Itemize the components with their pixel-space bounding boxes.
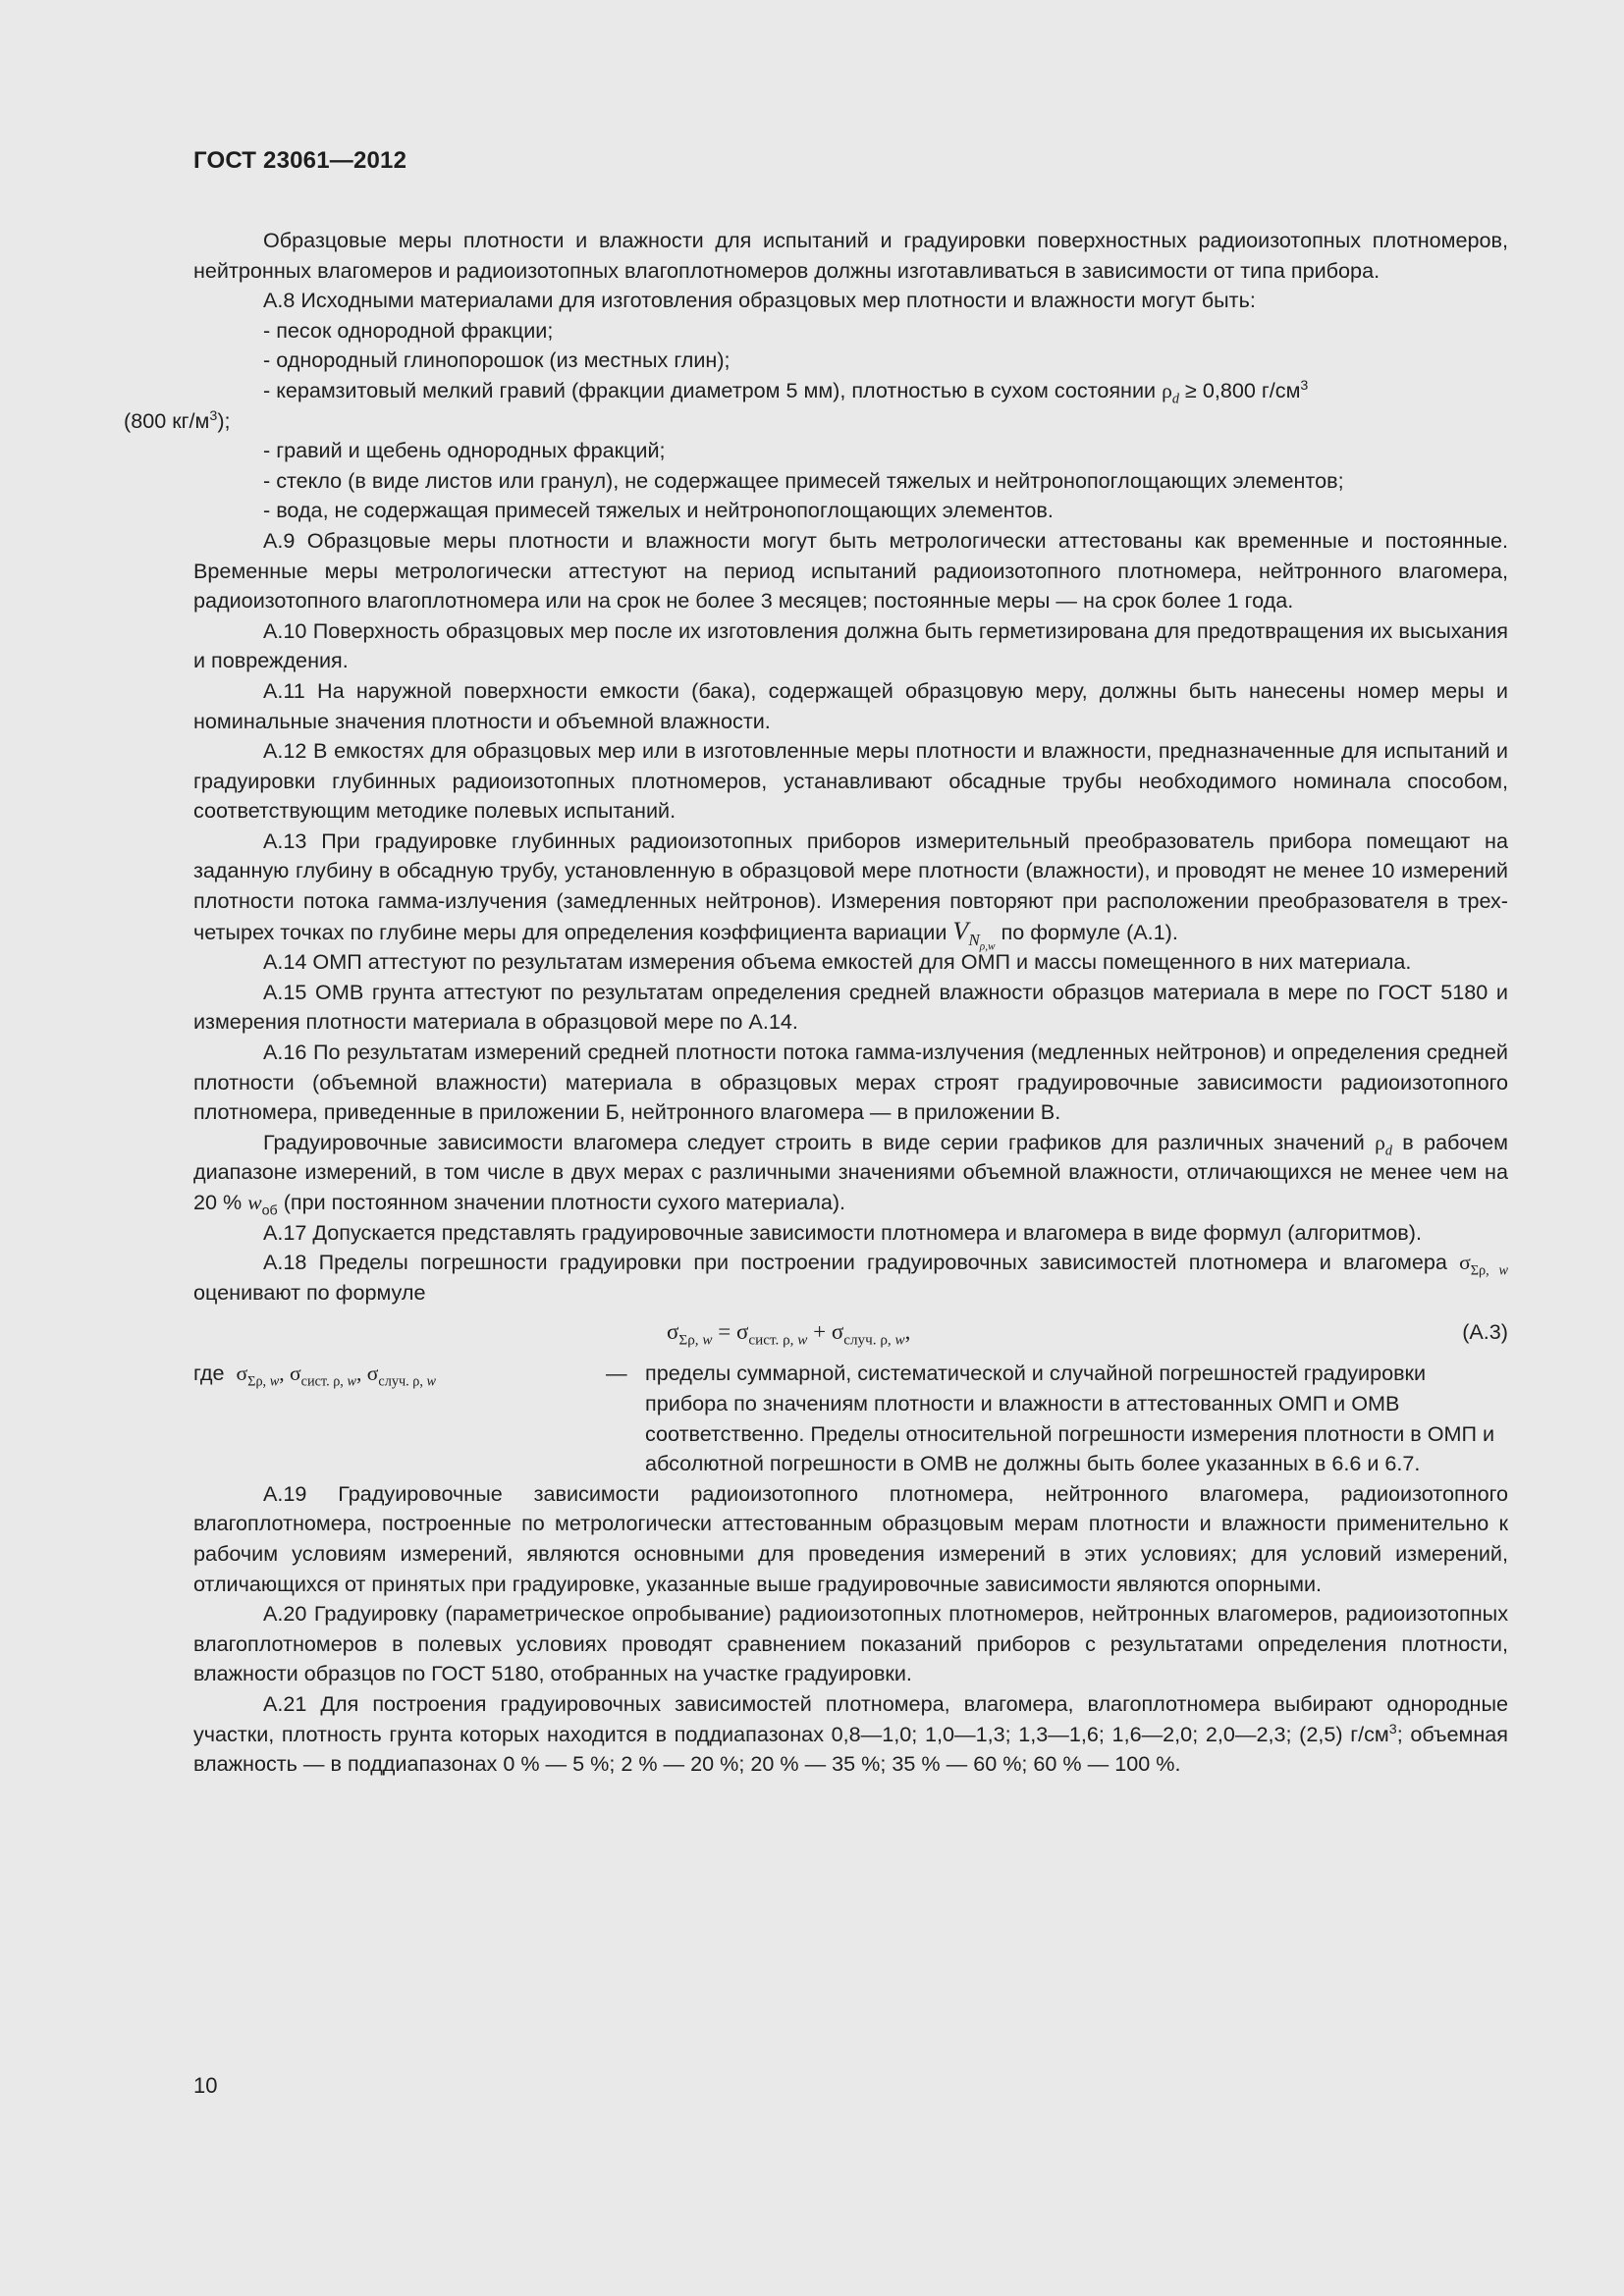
where-description: пределы суммарной, систематической и случайной погрешностей градуировки прибора по значениям плотности и влажности в аттестованных ОМП и ОМВ соответственно. Пределы относительной погрешности измерения плотности в ОМП и абсолютной погрешности в ОМВ не должны быть более указанных в 6.6 и 6.7.	[645, 1361, 1495, 1476]
formula-a3	[193, 1308, 1508, 1351]
paragraph-a16: А.16 По результатам измерений средней плотности потока гамма-излучения (медленных нейтронов) и определения средней плотности (объемной влажности) материала в образцовых мерах строят градуировочные зависимости радиоизотопного плотномера, приведенные в приложении Б, нейтронного влагомера — в приложении В.	[193, 1040, 1508, 1125]
document-header: ГОСТ 23061—2012	[193, 147, 407, 174]
where-clause	[193, 1359, 1508, 1478]
list-item: - вода, не содержащая примесей тяжелых и нейтронопоглощающих элементов.	[263, 498, 1054, 523]
where-dash: —	[606, 1361, 627, 1386]
paragraph-a20: А.20 Градуировку (параметрическое опробывание) радиоизотопных плотномеров, нейтронных влагомеров, радиоизотопных влагоплотномеров в полевых условиях проводят сравнением показаний приборов с результатами определения плотности, влажности образцов по ГОСТ 5180, отобранных на участке градуировки.	[193, 1601, 1508, 1686]
list-item: - песок однородной фракции;	[263, 317, 554, 343]
paragraph-a17: А.17 Допускается представлять градуировочные зависимости плотномера и влагомера в виде формул (алгоритмов).	[263, 1219, 1422, 1245]
paragraph-a9: А.9 Образцовые меры плотности и влажности могут быть метрологически аттестованы как временные и постоянные. Временные меры метрологически аттестуют на период испытаний радиоизотопного плотномера, нейтронного влагомера, радиоизотопного влагоплотномера или на срок не более 3 месяцев; постоянные меры — на срок более 1 года.	[193, 527, 1508, 614]
list-item: - гравий и щебень однородных фракций;	[263, 438, 666, 463]
variation-coefficient-symbol: $V_{N_{\rho,w}}$	[952, 916, 996, 953]
paragraph-a8: А.8 Исходными материалами для изготовления образцовых мер плотности и влажности могут быть:	[263, 288, 1256, 313]
list-item: - стекло (в виде листов или гранул), не содержащее примесей тяжелых и нейтронопоглощающих элементов;	[263, 467, 1344, 493]
formula-expression: $\sigma_{\Sigma\rho, w} = \sigma_{сист. \rho, w} + \sigma_{случ. \rho, w}$,	[667, 1319, 911, 1349]
page-number: 10	[193, 2073, 218, 2098]
paragraph-intro: Образцовые меры плотности и влажности для испытаний и градуировки поверхностных радиоизотопных плотномеров, нейтронных влагомеров и радиоизотопных влагоплотномеров должны изготавливаться в зависимости от типа прибора.	[193, 228, 1508, 283]
paragraph-a19: А.19 Градуировочные зависимости радиоизотопного плотномера, нейтронного влагомера, радиоизотопного влагоплотномера, построенные по метрологически аттестованным образцовым мерам плотности и влажности применительно к рабочим условиям измерений, являются основными для проведения измерений в этих условиях; для условий измерений, отличающихся от принятых при градуировке, указанные выше градуировочные зависимости являются опорными.	[193, 1480, 1508, 1596]
paragraph-a13: А.13 При градуировке глубинных радиоизотопных приборов измерительный преобразователь прибора помещают на заданную глубину в обсадную трубу, установленную в образцовой мере плотности (влажности), и проводят не менее 10 измерений плотности потока гамма-излучения (замедленных нейтронов). Измерения повторяют при расположении преобразователя в трех-четырех точках по глубине меры для определения коэффициента вариации $V_{N_{\rho,w}}$ по формуле (А.1).	[193, 828, 1508, 953]
paragraph-a15: А.15 ОМВ грунта аттестуют по результатам определения средней влажности образцов материала в мере по ГОСТ 5180 и измерения плотности материала в образцовой мере по А.14.	[193, 979, 1508, 1035]
paragraph-a21: А.21 Для построения градуировочных зависимостей плотномера, влагомера, влагоплотномера выбирают однородные участки, плотность грунта которых находится в поддиапазонах 0,8—1,0; 1,0—1,3; 1,3—1,6; 1,6—2,0; 2,0—2,3; (2,5) $г/см^3$; объемная влажность — в поддиапазонах 0 % — 5 %; 2 % — 20 %; 20 % — 35 %; 35 % — 60 %; 60 % — 100 %.	[193, 1690, 1508, 1777]
paragraph-a18: А.18 Пределы погрешности градуировки при построении градуировочных зависимостей плотномера и влагомера $\sigma_{\Sigma\rho, w}$ оценивают по формуле	[193, 1250, 1508, 1305]
paragraph-a14: А.14 ОМП аттестуют по результатам измерения объема емкостей для ОМП и массы помещенного в них материала.	[263, 949, 1412, 975]
paragraph-graduation: Градуировочные зависимости влагомера следует строить в виде серии графиков для различных значений $\rho_d$ в рабочем диапазоне измерений, в том числе в двух мерах с различными значениями объемной влажности, отличающихся не менее чем на 20 % $w_{об}$ (при постоянном значении плотности сухого материала).	[193, 1129, 1508, 1219]
paragraph-a11: А.11 На наружной поверхности емкости (бака), содержащей образцовую меру, должны быть нанесены номер меры и номинальные значения плотности и объемной влажности.	[193, 677, 1508, 733]
list-item: - керамзитовый мелкий гравий (фракции диаметром 5 мм), плотностью в сухом состоянии $\rho_d \ge 0,800$ $г/см^3$ (800 $кг/м^3$);	[124, 377, 1309, 433]
paragraph-a10: А.10 Поверхность образцовых мер после их изготовления должна быть герметизирована для предотвращения их высыхания и повреждения.	[193, 617, 1508, 673]
formula-number: (А.3)	[1462, 1319, 1508, 1345]
paragraph-a12: А.12 В емкостях для образцовых мер или в изготовленные меры плотности и влажности, предназначенные для испытаний и градуировки глубинных радиоизотопных плотномеров, устанавливают обсадные трубы необходимого номинала способом, соответствующим методике полевых испытаний.	[193, 738, 1508, 824]
document-body	[124, 226, 1508, 1780]
sigma-symbol: $\sigma_{\Sigma\rho, w}$	[1459, 1251, 1508, 1279]
where-symbols: где $\sigma_{\Sigma\rho, w}$, $\sigma_{сист. \rho, w}$, $\sigma_{случ. \rho, w}$	[193, 1361, 436, 1390]
list-item: - однородный глинопорошок (из местных глин);	[263, 347, 731, 373]
